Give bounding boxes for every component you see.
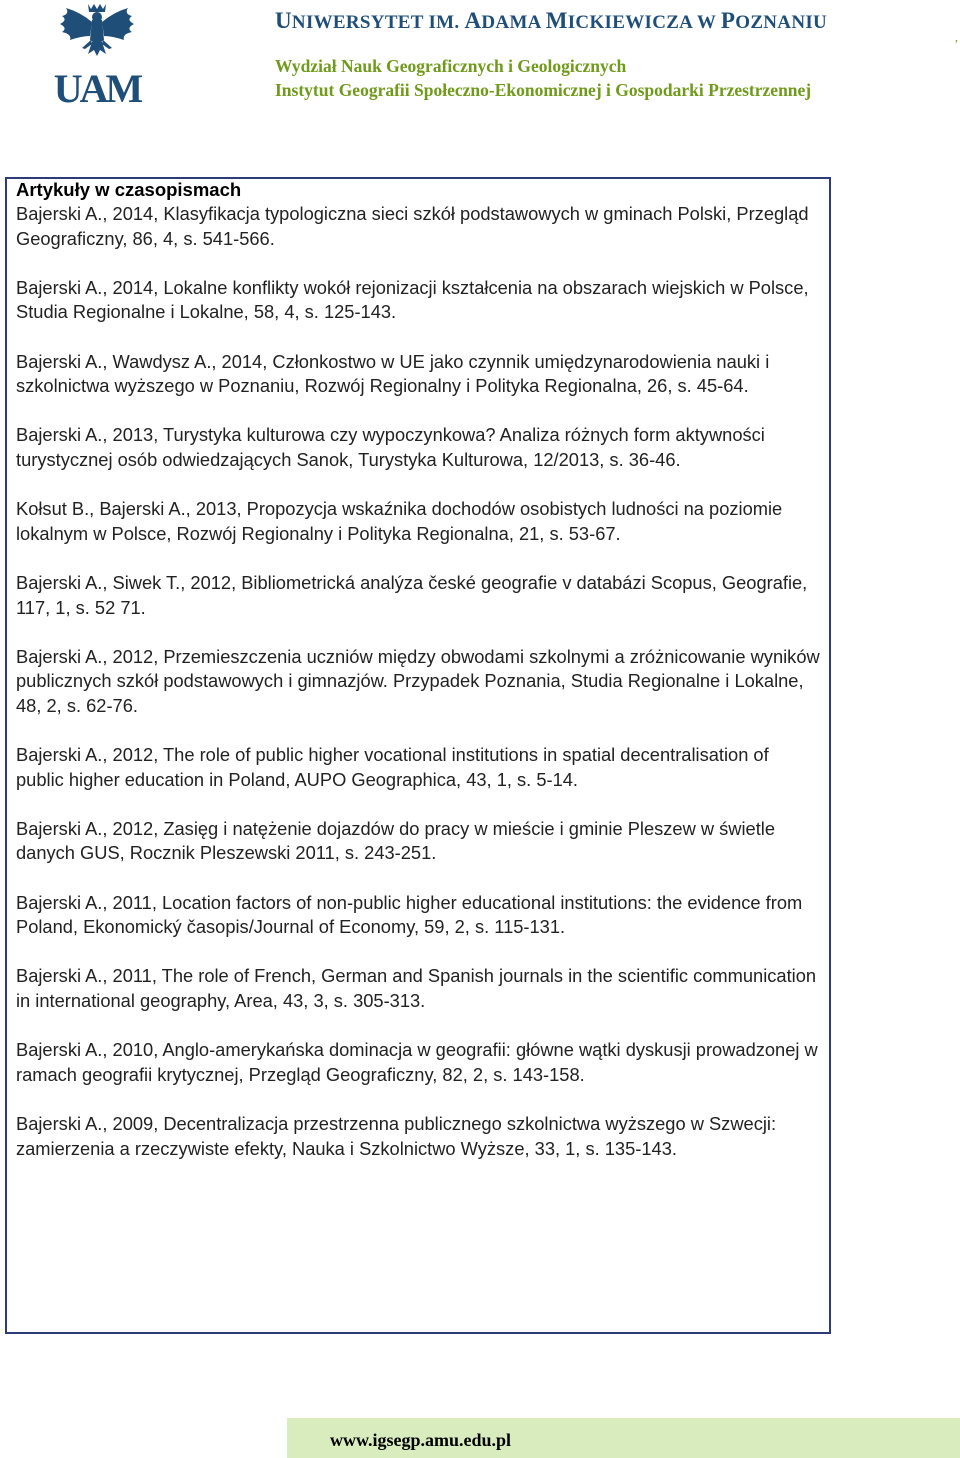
university-name-initial-u: U — [275, 8, 292, 33]
university-name-initial-p: P — [720, 8, 736, 33]
section-title: Artykuły w czasopismach — [16, 179, 242, 200]
publication-item: Bajerski A., 2009, Decentralizacja przestrzenna publicznego szkolnictwa wyższego w Szwecji: zamierzenia a rzeczywiste efekty, Nauka i Szkolnictwo Wyższe, 33, 1, s. 135-143. — [16, 1112, 777, 1159]
university-name-initial-a: A — [464, 8, 482, 33]
university-name-part: DAMA — [481, 12, 546, 33]
publication-item: Bajerski A., 2014, Lokalne konflikty wokół rejonizacji kształcenia na obszarach wiejskich w Polsce, Studia Regionalne i Lokalne, 58, 4, s. 125-143. — [16, 276, 809, 323]
page-header — [0, 0, 960, 110]
university-name-initial-m: M — [545, 8, 568, 33]
university-name-part: NIWERSYTET IM. — [291, 12, 465, 33]
publication-item: Bajerski A., 2013, Turystyka kulturowa czy wypoczynkowa? Analiza różnych form aktywności turystycznej osób odwiedzających Sanok, Turystyka Kulturowa, 12/2013, s. 36-46. — [16, 424, 765, 470]
institute-name: Instytut Geografii Społeczno-Ekonomicznej i Gospodarki Przestrzennej — [275, 80, 812, 100]
university-name-part: ICKIEWICZA W — [567, 12, 721, 33]
publication-item: Bajerski A., 2012, Zasięg i natężenie dojazdów do pracy w mieście i gminie Pleszew w świetle danych GUS, Rocznik Pleszewski 2011, s. 243-251. — [16, 817, 776, 864]
corner-mark: , — [955, 30, 958, 44]
publication-item: Kołsut B., Bajerski A., 2013, Propozycja wskaźnika dochodów osobistych ludności na poziomie lokalnym w Polsce, Rozwój Regionalny i Polityka Regionalna, 21, s. 53-67. — [16, 498, 783, 544]
university-name — [275, 8, 827, 34]
publication-item: Bajerski A., 2011, The role of French, German and Spanish journals in the scientific communication in international geography, Area, 43, 3, s. 305-313. — [16, 965, 817, 1011]
faculty-name: Wydział Nauk Geograficznych i Geologicznych — [275, 56, 627, 76]
publication-item: Bajerski A., 2014, Klasyfikacja typologiczna sieci szkół podstawowych w gminach Polski, Przegląd Geograficzny, 86, 4, s. 541-566. — [16, 203, 809, 249]
publication-item: Bajerski A., 2012, Przemieszczenia uczniów między obwodami szkolnymi a zróżnicowanie wyników publicznych szkół podstawowych i gimnazjów. Przypadek Poznania, Studia Regionalne i Lokalne, 48, 2, s. 62-76. — [16, 645, 820, 716]
publication-list — [16, 202, 821, 1186]
logo-text: UAM — [53, 66, 141, 106]
footer-website-link[interactable]: www.igsegp.amu.edu.pl — [330, 1430, 512, 1450]
publication-item: Bajerski A., 2012, The role of public higher vocational institutions in spatial decentralisation of public higher education in Poland, AUPO Geographica, 43, 1, s. 5-14. — [16, 744, 769, 790]
publication-item: Bajerski A., Wawdysz A., 2014, Członkostwo w UE jako czynnik umiędzynarodowienia nauki i szkolnictwa wyższego w Poznaniu, Rozwój Regionalny i Polityka Regionalna, 26, s. 45-64. — [16, 350, 770, 397]
publication-item: Bajerski A., 2011, Location factors of non-public higher educational institutions: the evidence from Poland, Ekonomický časopis/Journal of Economy, 59, 2, s. 115-131. — [16, 891, 803, 938]
publication-item: Bajerski A., Siwek T., 2012, Bibliometrická analýza české geografie v databázi Scopus, Geografie, 117, 1, s. 52 71. — [16, 571, 808, 618]
publication-item: Bajerski A., 2010, Anglo-amerykańska dominacja w geografii: główne wątki dyskusji prowadzonej w ramach geografii krytycznej, Przegląd Geograficzny, 82, 2, s. 143-158. — [16, 1039, 818, 1085]
university-name-part: OZNANIU — [735, 12, 828, 33]
uam-eagle-logo-icon — [52, 2, 142, 106]
